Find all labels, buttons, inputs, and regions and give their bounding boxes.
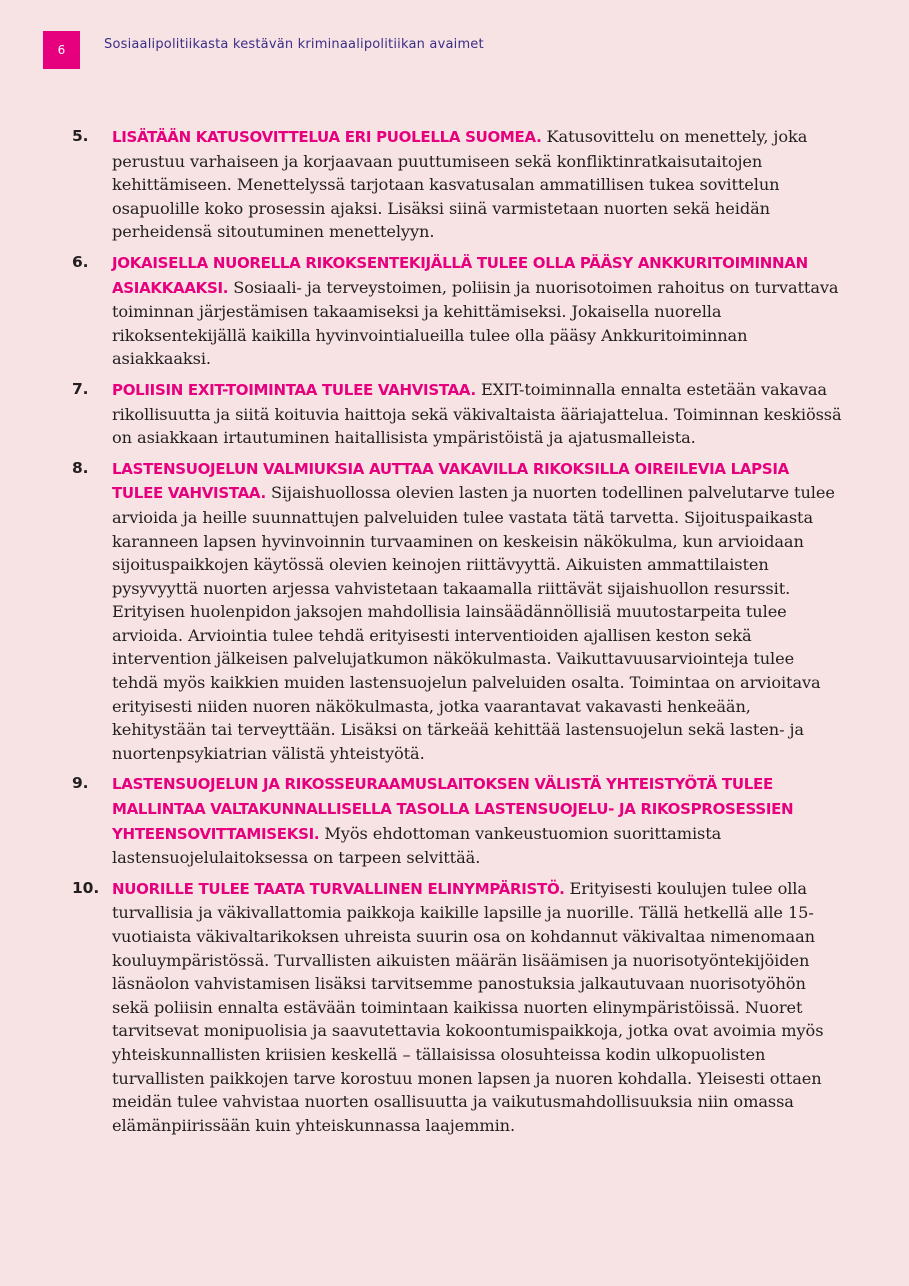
item-body: Myös ehdottoman vankeustuomion suorittamista lastensuojelulaitoksessa on tarpeen selvittää. xyxy=(112,823,722,868)
item-heading: NUORILLE TULEE TAATA TURVALLINEN ELINYMPÄRISTÖ. xyxy=(112,879,565,898)
list-item xyxy=(72,251,842,371)
item-number: 8. xyxy=(72,458,89,477)
recommendation-list xyxy=(72,125,842,1144)
item-heading: LASTENSUOJELUN JA RIKOSSEURAAMUSLAITOKSEN VÄLISTÄ YHTEISTYÖTÄ TULEE MALLINTAA VALTAKUNNALLISELLA TASOLLA LASTENSUOJELU- JA RIKOSPROSESSIEN YHTEENSOVITTAMISEKSI. xyxy=(112,775,794,843)
item-number: 10. xyxy=(72,878,100,897)
item-body: Erityisesti koulujen tulee olla turvallisia ja väkivallattomia paikkoja kaikille lapsille ja nuorille. Tällä hetkellä alle 15-vuotiaista väkivaltarikoksen uhreista suurin osa on kohdannut väkivaltaa nimenomaan kouluympäristössä. Turvallisten aikuisten määrän lisäämisen ja nuorisotyöntekijöiden läsnäolon vahvistamisen lisäksi tarvitsemme panostuksia jalkautuvaan nuorisotyöhön sekä poliisin ennalta estävään toimintaan kaikissa nuorten elinympäristöissä. Nuoret tarvitsevat monipuolisia ja saavutettavia kokoontumispaikkoja, jotka ovat avoimia myös yhteiskunnallisten kriisien keskellä – tällaisissa olosuhteissa kodin ulkopuolisten turvallisten paikkojen tarve korostuu monen lapsen ja nuoren kohdalla. Yleisesti ottaen meidän tulee vahvistaa nuorten osallisuutta ja vaikutusmahdollisuuksia niin omassa elämänpiirissään kuin yhteiskunnassa laajemmin. xyxy=(112,878,824,1135)
item-body: Katusovittelu on menettely, joka perustuu varhaiseen ja korjaavaan puuttumiseen sekä konfliktinratkaisutaitojen kehittämiseen. Menettelyssä tarjotaan kasvatusalan ammatillisen tukea sovittelun osapuolille koko prosessin ajaksi. Lisäksi siinä varmistetaan nuorten sekä heidän perheidensä sitoutuminen menettelyyn. xyxy=(112,127,808,242)
item-heading: POLIISIN EXIT-TOIMINTAA TULEE VAHVISTAA. xyxy=(112,380,476,399)
list-item xyxy=(72,378,842,450)
item-heading: LISÄTÄÄN KATUSOVITTELUA ERI PUOLELLA SUOMEA. xyxy=(112,128,542,146)
item-body: Sosiaali- ja terveystoimen, poliisin ja nuorisotoimen rahoitus on turvattava toiminnan järjestämisen takaamiseksi ja kehittämiseksi. Jokaisella nuorella rikoksentekijällä kaikilla hyvinvointialueilla tulee olla pääsy Ankkuritoiminnan asiakkaaksi. xyxy=(112,277,839,369)
item-heading: LASTENSUOJELUN VALMIUKSIA AUTTAA VAKAVILLA RIKOKSILLA OIREILEVIA LAPSIA TULEE VAHVISTAA. xyxy=(112,459,789,503)
item-heading: JOKAISELLA NUORELLA RIKOKSENTEKIJÄLLÄ TULEE OLLA PÄÄSY ANKKURITOIMINNAN ASIAKKAAKSI. xyxy=(112,253,808,297)
item-number: 6. xyxy=(72,252,89,271)
list-item xyxy=(72,877,842,1138)
item-body: Sijaishuollossa olevien lasten ja nuorten todellinen palvelutarve tulee arvioida ja heille suunnattujen palveluiden tulee vastata tätä tarvetta. Sijoituspaikasta karanneen lapsen hyvinvoinnin turvaaminen on keskeisin näkökulma, kun arvioidaan sijoituspaikkojen käytössä olevien keinojen riittävyyttä. Aikuisten ammattilaisten pysyvyyttä nuorten arjessa vahvistetaan takaamalla riittävät sijaishuollon resurssit. Erityisen huolenpidon jaksojen mahdollisia lainsäädännöllisiä muutostarpeita tulee arvioida. Arviointia tulee tehdä erityisesti interventioiden ajallisen keston sekä intervention jälkeisen palvelujatkumon näkökulmasta. Vaikuttavuusarviointeja tulee tehdä myös kaikkien muiden lastensuojelun palveluiden osalta. Toimintaa on arvioitava erityisesti niiden nuoren näkökulmasta, jotka vaarantavat vakavasti henkeään, kehitystään tai terveyttään. Lisäksi on tärkeää kehittää lastensuojelun sekä lasten- ja nuortenpsykiatrian välistä yhteistyötä. xyxy=(112,483,835,763)
list-item xyxy=(72,125,842,244)
item-number: 7. xyxy=(72,379,89,398)
item-body: EXIT-toiminnalla ennalta estetään vakavaa rikollisuutta ja siitä koituvia haittoja sekä väkivaltaista ääriajattelua. Toiminnan keskiössä on asiakkaan irtautuminen haitallisista ympäristöistä ja ajatusmalleista. xyxy=(112,379,842,448)
page-number: 6 xyxy=(57,43,66,57)
running-title: Sosiaalipolitiikasta kestävän kriminaalipolitiikan avaimet xyxy=(104,37,484,52)
item-number: 9. xyxy=(72,774,89,793)
list-item xyxy=(72,772,842,869)
list-item xyxy=(72,457,842,766)
item-number: 5. xyxy=(72,127,89,145)
page-number-badge xyxy=(43,31,80,69)
